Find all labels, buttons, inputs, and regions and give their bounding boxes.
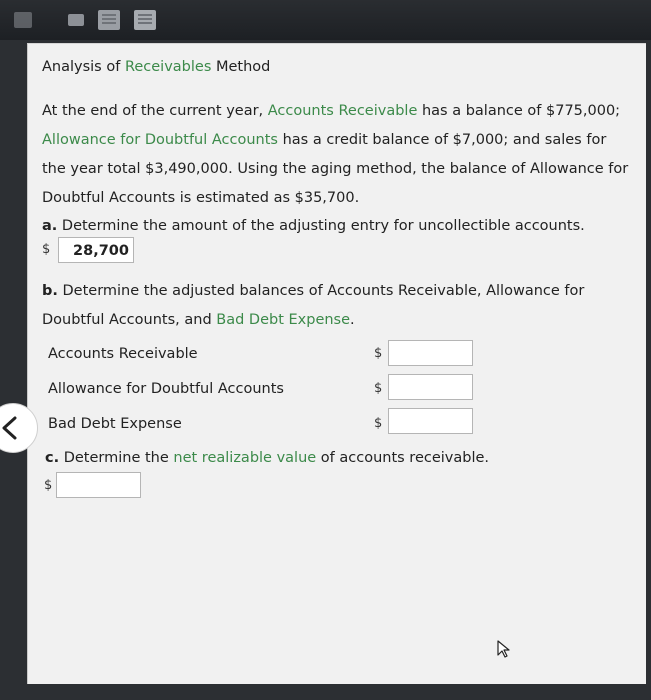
accounts-receivable-currency: $ [374,346,383,361]
term-link-allowance[interactable]: Allowance for Doubtful Accounts [42,132,278,148]
part-c-question: c. Determine the net realizable value of accounts receivable. [45,450,490,466]
accounts-receivable-input[interactable] [388,340,473,366]
allowance-currency: $ [374,381,383,396]
allowance-label: Allowance for Doubtful Accounts [48,381,284,397]
calculator-icon[interactable] [98,10,120,30]
part-a-question: a. Determine the amount of the adjusting entry for uncollectible accounts. [42,218,585,234]
question-panel [27,43,646,684]
toolbar [0,0,651,40]
mouse-pointer-icon [496,640,512,658]
menu-icon[interactable] [14,12,32,28]
problem-title: Analysis of Receivables Method [42,59,271,75]
problem-text: At the end of the current year, Accounts Receivable has a balance of $775,000; Allowance for Doubtful Accounts has a credit balance of $7,000; and sales for the year total $3,490,000. Using the aging method, the balance of Allowance for Doubtful Accounts is estimated as $35,700. [42,103,629,206]
chevron-left-icon [1,416,19,440]
allowance-input[interactable] [388,374,473,400]
bad-debt-expense-label: Bad Debt Expense [48,416,182,432]
part-a-currency: $ [42,242,51,257]
net-realizable-value-input[interactable] [56,472,141,498]
bad-debt-expense-input[interactable] [388,408,473,434]
part-b-question: b. Determine the adjusted balances of Accounts Receivable, Allowance for Doubtful Accounts, and Bad Debt Expense. [42,283,585,328]
accounts-receivable-label: Accounts Receivable [48,346,198,362]
term-link-bad-debt-expense[interactable]: Bad Debt Expense [216,312,351,328]
bad-debt-expense-currency: $ [374,416,383,431]
video-icon[interactable] [68,14,84,26]
term-link-accounts-receivable[interactable]: Accounts Receivable [267,103,418,119]
part-a-answer-field[interactable]: 28,700 [58,237,134,263]
part-c-currency: $ [44,478,53,493]
document-icon[interactable] [134,10,156,30]
term-link-net-realizable-value[interactable]: net realizable value [173,450,317,466]
term-link-receivables[interactable]: Receivables [124,59,212,75]
